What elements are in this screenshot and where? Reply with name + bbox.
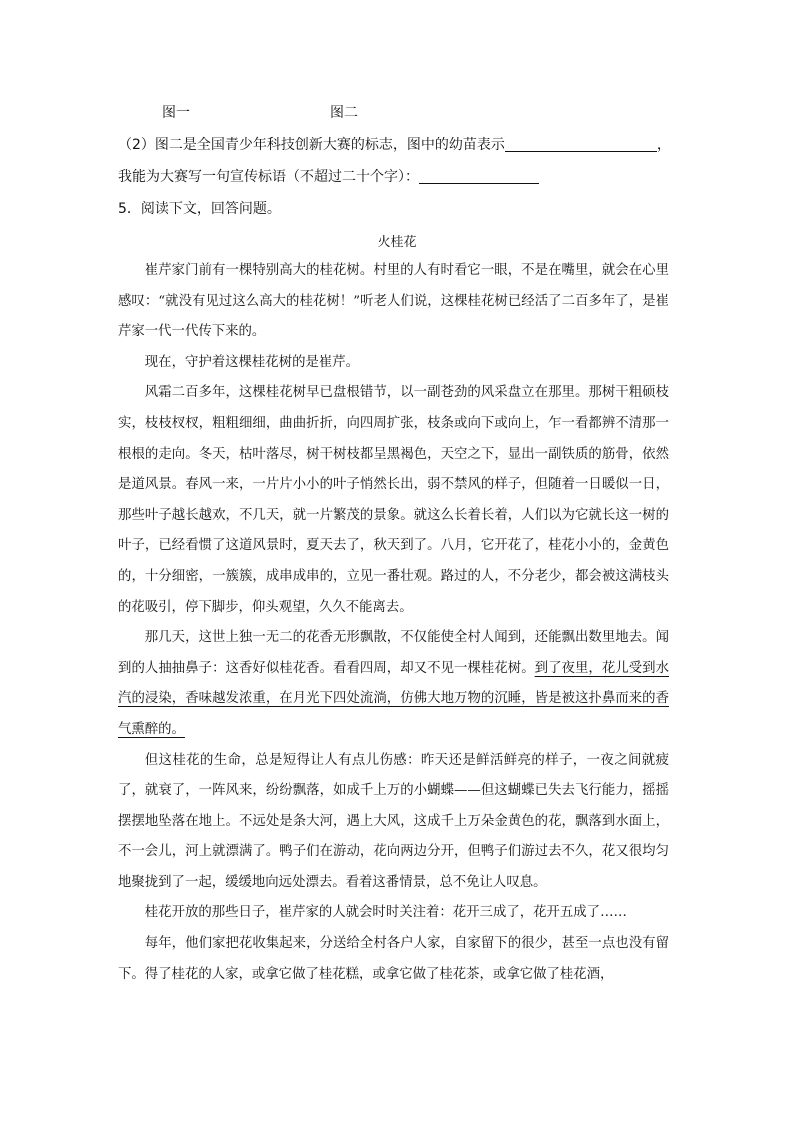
paragraph [118, 256, 669, 348]
paragraph [118, 623, 669, 745]
question-2-comma: ， [656, 137, 671, 153]
figure-2-caption: 图二 [330, 105, 358, 121]
question-2-line-1 [118, 134, 671, 154]
paragraph [118, 746, 669, 899]
paragraph-text: 桂花开放的那些日子，崔芹家的人就会时时关注着：花开三成了，花开五成了…… [144, 905, 627, 921]
article-title: 火桂花 [377, 235, 417, 250]
paragraph [118, 348, 669, 379]
paragraph [118, 898, 669, 929]
answer-blank-slogan[interactable] [419, 169, 539, 184]
slogan-prompt: 我能为大赛写一句宣传标语（不超过二十个字）： [118, 169, 419, 185]
question-2-prompt: （2）图二是全国青少年科技创新大赛的标志，图中的幼苗表示 [118, 137, 505, 153]
paragraph-text: 现在，守护着这棵桂花树的是崔芹。 [144, 354, 360, 370]
paragraph [118, 378, 669, 623]
figure-1-caption: 图一 [162, 105, 190, 121]
underlined-sentence: 到了夜里，花儿受到水汽的浸染，香味越发浓重，在月光下四处流淌，仿佛大地万物的沉睡，皆是被这扑鼻而来的香气熏醉的。 [118, 660, 670, 737]
paragraph [118, 929, 669, 990]
paragraph-text: 但这桂花的生命，总是短得让人有点儿伤感：昨天还是鲜活鲜亮的样子，一夜之间就疲了，就衰了，一阵风来，纷纷飘落，如成千上万的小蝴蝶——但这蝴蝶已失去飞行能力，摇摇摆摆地坠落在地上。不远处是条大河，遇上大风，这成千上万朵金黄色的花，飘落到水面上，不一会儿，河上就漂满了。鸭子们在游动，花向两边分开，但鸭子们游过去不久，花又很均匀地聚拢到了一起，缓缓地向远处漂去。看着这番情景，总不免让人叹息。 [118, 752, 669, 890]
paragraph-text: 崔芹家门前有一棵特别高大的桂花树。村里的人有时看它一眼，不是在嘴里，就会在心里感叹：“就没有见过这么高大的桂花树！”听老人们说，这棵桂花树已经活了二百多年了，是崔芹家一代一代传下来的。 [118, 263, 669, 340]
paragraph-text: 那几天，这世上独一无二的花香无形飘散，不仅能使全村人闻到，还能飘出数里地去。闻到的人抽抽鼻子：这香好似桂花香。看看四周，却又不见一棵桂花树。 [118, 630, 669, 676]
question-2-line-2 [118, 166, 539, 186]
article-body [118, 256, 669, 990]
question-5-heading: 5．阅读下文，回答问题。 [118, 201, 281, 217]
paragraph-text: 风霜二百多年，这棵桂花树早已盘根错节，以一副苍劲的风采盘立在那里。那树干粗硕枝实，枝枝杈杈，粗粗细细，曲曲折折，向四周扩张，枝条或向下或向上，乍一看都辨不清那一根根的走向。冬天，枯叶落尽，树干树枝都呈黑褐色，天空之下，显出一副铁质的筋骨，依然是道风景。春风一来，一片片小小的叶子悄然长出，弱不禁风的样子，但随着一日暖似一日，那些叶子越长越欢，不几天，就一片繁茂的景象。就这么长着长着，人们以为它就长这一树的叶子，已经看惯了这道风景时，夏天去了，秋天到了。八月，它开花了，桂花小小的，金黄色的，十分细密，一簇簇，成串成串的，立见一番壮观。路过的人，不分老少，都会被这满枝头的花吸引，停下脚步，仰头观望，久久不能离去。 [118, 385, 669, 615]
answer-blank-seedling-meaning[interactable] [505, 137, 657, 152]
paragraph-text: 每年，他们家把花收集起来，分送给全村各户人家，自家留下的很少，甚至一点也没有留下。得了桂花的人家，或拿它做了桂花糕，或拿它做了桂花茶，或拿它做了桂花酒， [118, 936, 669, 982]
